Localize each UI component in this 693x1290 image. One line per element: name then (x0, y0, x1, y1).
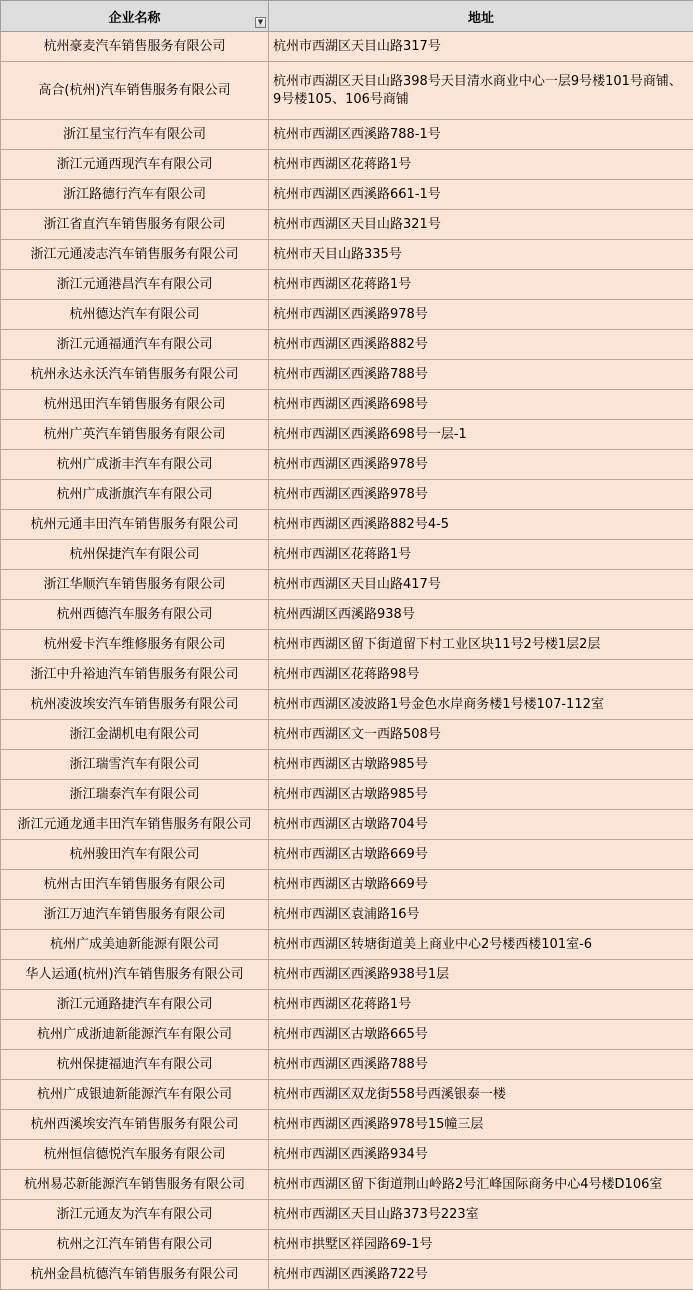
table-row (1, 1050, 693, 1080)
address-cell[interactable]: 杭州市西湖区古墩路665号 (269, 1020, 693, 1050)
table-row (1, 660, 693, 690)
table-row (1, 720, 693, 750)
address-cell[interactable]: 杭州市西湖区西溪路788-1号 (269, 120, 693, 150)
address-cell[interactable]: 杭州市西湖区天目山路373号223室 (269, 1200, 693, 1230)
column-header-company[interactable] (1, 1, 269, 32)
table-row (1, 420, 693, 450)
company-name-cell[interactable]: 浙江元通福通汽车有限公司 (1, 330, 269, 360)
address-cell[interactable]: 杭州市西湖区文一西路508号 (269, 720, 693, 750)
address-cell[interactable]: 杭州市西湖区西溪路698号 (269, 390, 693, 420)
column-header-address[interactable] (269, 1, 693, 32)
table-row (1, 1200, 693, 1230)
table-row (1, 840, 693, 870)
company-name-cell[interactable]: 浙江万迪汽车销售服务有限公司 (1, 900, 269, 930)
company-name-cell[interactable]: 浙江华顺汽车销售服务有限公司 (1, 570, 269, 600)
company-name-cell[interactable]: 杭州广成浙旗汽车有限公司 (1, 480, 269, 510)
company-name-cell[interactable]: 杭州广成浙丰汽车有限公司 (1, 450, 269, 480)
address-cell[interactable]: 杭州市西湖区古墩路669号 (269, 840, 693, 870)
table-row (1, 1260, 693, 1290)
table-row (1, 150, 693, 180)
address-cell[interactable]: 杭州市西湖区西溪路938号1层 (269, 960, 693, 990)
address-cell[interactable]: 杭州市西湖区袁浦路16号 (269, 900, 693, 930)
company-name-cell[interactable]: 杭州骏田汽车有限公司 (1, 840, 269, 870)
company-name-cell[interactable]: 浙江路德行汽车有限公司 (1, 180, 269, 210)
company-name-cell[interactable]: 杭州爱卡汽车维修服务有限公司 (1, 630, 269, 660)
table-row (1, 240, 693, 270)
table-row (1, 870, 693, 900)
company-name-cell[interactable]: 浙江元通凌志汽车销售服务有限公司 (1, 240, 269, 270)
address-cell[interactable]: 杭州市西湖区古墩路985号 (269, 750, 693, 780)
table-row (1, 270, 693, 300)
table-row (1, 1170, 693, 1200)
table-row (1, 930, 693, 960)
company-name-cell[interactable]: 杭州西德汽车服务有限公司 (1, 600, 269, 630)
table-row (1, 210, 693, 240)
company-name-cell[interactable]: 浙江元通友为汽车有限公司 (1, 1200, 269, 1230)
address-cell[interactable]: 杭州市西湖区古墩路669号 (269, 870, 693, 900)
column-header-company-label: 企业名称 (108, 11, 160, 26)
header-row (1, 1, 693, 32)
address-cell[interactable]: 杭州市西湖区西溪路978号15幢三层 (269, 1110, 693, 1140)
table-row (1, 480, 693, 510)
company-name-cell[interactable]: 浙江金湖机电有限公司 (1, 720, 269, 750)
table-row (1, 540, 693, 570)
table-row (1, 810, 693, 840)
address-cell[interactable]: 杭州市西湖区西溪路722号 (269, 1260, 693, 1290)
company-name-cell[interactable]: 杭州广成美迪新能源有限公司 (1, 930, 269, 960)
address-cell[interactable]: 杭州市西湖区双龙街558号西溪银泰一楼 (269, 1080, 693, 1110)
address-cell[interactable]: 杭州市西湖区花蒋路1号 (269, 150, 693, 180)
address-cell[interactable]: 杭州市西湖区古墩路985号 (269, 780, 693, 810)
address-cell[interactable]: 杭州市西湖区西溪路661-1号 (269, 180, 693, 210)
company-name-cell[interactable]: 浙江瑞雪汽车有限公司 (1, 750, 269, 780)
company-name-cell[interactable]: 浙江元通西现汽车有限公司 (1, 150, 269, 180)
company-name-cell[interactable]: 杭州豪麦汽车销售服务有限公司 (1, 32, 269, 62)
company-name-cell[interactable]: 浙江中升裕迪汽车销售服务有限公司 (1, 660, 269, 690)
table-row (1, 390, 693, 420)
address-cell[interactable]: 杭州市西湖区花蒋路1号 (269, 270, 693, 300)
address-cell[interactable]: 杭州市西湖区花蒋路1号 (269, 990, 693, 1020)
table-row (1, 630, 693, 660)
company-name-cell[interactable]: 高合(杭州)汽车销售服务有限公司 (1, 62, 269, 120)
company-name-cell[interactable]: 杭州西溪埃安汽车销售服务有限公司 (1, 1110, 269, 1140)
address-cell[interactable]: 杭州市西湖区西溪路788号 (269, 360, 693, 390)
company-name-cell[interactable]: 杭州易芯新能源汽车销售服务有限公司 (1, 1170, 269, 1200)
address-cell[interactable]: 杭州市西湖区天目山路317号 (269, 32, 693, 62)
table-row (1, 300, 693, 330)
table-row (1, 32, 693, 62)
table-row (1, 570, 693, 600)
table-row (1, 780, 693, 810)
address-cell[interactable]: 杭州市西湖区凌波路1号金色水岸商务楼1号楼107-112室 (269, 690, 693, 720)
company-name-cell[interactable]: 华人运通(杭州)汽车销售服务有限公司 (1, 960, 269, 990)
address-cell[interactable]: 杭州市西湖区西溪路978号 (269, 300, 693, 330)
table-row (1, 1020, 693, 1050)
address-cell[interactable]: 杭州西湖区西溪路938号 (269, 600, 693, 630)
table-row (1, 450, 693, 480)
filter-dropdown-icon[interactable]: ▼ (255, 17, 266, 28)
address-cell[interactable]: 杭州市西湖区西溪路978号 (269, 480, 693, 510)
address-cell[interactable]: 杭州市西湖区西溪路698号一层-1 (269, 420, 693, 450)
company-name-cell[interactable]: 浙江省直汽车销售服务有限公司 (1, 210, 269, 240)
table-row (1, 62, 693, 120)
company-name-cell[interactable]: 浙江瑞泰汽车有限公司 (1, 780, 269, 810)
table-row (1, 1080, 693, 1110)
company-name-cell[interactable]: 浙江星宝行汽车有限公司 (1, 120, 269, 150)
address-cell[interactable]: 杭州市西湖区留下街道荆山岭路2号汇峰国际商务中心4号楼D106室 (269, 1170, 693, 1200)
company-name-cell[interactable]: 杭州古田汽车销售服务有限公司 (1, 870, 269, 900)
table-row (1, 600, 693, 630)
address-cell[interactable]: 杭州市拱墅区祥园路69-1号 (269, 1230, 693, 1260)
table-row (1, 750, 693, 780)
address-cell[interactable]: 杭州市西湖区天目山路398号天目清水商业中心一层9号楼101号商铺、9号楼105、106号商铺 (269, 62, 693, 120)
company-name-cell[interactable]: 杭州保捷福迪汽车有限公司 (1, 1050, 269, 1080)
company-name-cell[interactable]: 浙江元通港昌汽车有限公司 (1, 270, 269, 300)
company-name-cell[interactable]: 杭州保捷汽车有限公司 (1, 540, 269, 570)
company-name-cell[interactable]: 杭州金昌杭德汽车销售服务有限公司 (1, 1260, 269, 1290)
address-cell[interactable]: 杭州市西湖区天目山路321号 (269, 210, 693, 240)
table-row (1, 510, 693, 540)
address-cell[interactable]: 杭州市西湖区西溪路788号 (269, 1050, 693, 1080)
address-cell[interactable]: 杭州市西湖区西溪路978号 (269, 450, 693, 480)
table-row (1, 120, 693, 150)
company-name-cell[interactable]: 杭州元通丰田汽车销售服务有限公司 (1, 510, 269, 540)
address-cell[interactable]: 杭州市西湖区西溪路882号 (269, 330, 693, 360)
address-cell[interactable]: 杭州市西湖区花蒋路1号 (269, 540, 693, 570)
address-cell[interactable]: 杭州市西湖区西溪路882号4-5 (269, 510, 693, 540)
company-name-cell[interactable]: 杭州恒信德悦汽车服务有限公司 (1, 1140, 269, 1170)
company-name-cell[interactable]: 杭州凌波埃安汽车销售服务有限公司 (1, 690, 269, 720)
address-cell[interactable]: 杭州市西湖区花蒋路98号 (269, 660, 693, 690)
company-name-cell[interactable]: 浙江元通龙通丰田汽车销售服务有限公司 (1, 810, 269, 840)
table-row (1, 180, 693, 210)
table-row (1, 960, 693, 990)
address-cell[interactable]: 杭州市天目山路335号 (269, 240, 693, 270)
company-name-cell[interactable]: 杭州永达永沃汽车销售服务有限公司 (1, 360, 269, 390)
column-header-address-label: 地址 (468, 11, 494, 26)
table-row (1, 330, 693, 360)
address-cell[interactable]: 杭州市西湖区天目山路417号 (269, 570, 693, 600)
company-name-cell[interactable]: 杭州德达汽车有限公司 (1, 300, 269, 330)
address-cell[interactable]: 杭州市西湖区西溪路934号 (269, 1140, 693, 1170)
company-name-cell[interactable]: 杭州广成银迪新能源汽车有限公司 (1, 1080, 269, 1110)
table-row (1, 900, 693, 930)
table-row (1, 990, 693, 1020)
table-row (1, 1230, 693, 1260)
table-row (1, 1110, 693, 1140)
table-row (1, 690, 693, 720)
company-name-cell[interactable]: 浙江元通路捷汽车有限公司 (1, 990, 269, 1020)
address-cell[interactable]: 杭州市西湖区转塘街道美上商业中心2号楼西楼101室-6 (269, 930, 693, 960)
table-row (1, 1140, 693, 1170)
address-cell[interactable]: 杭州市西湖区留下街道留下村工业区块11号2号楼1层2层 (269, 630, 693, 660)
company-name-cell[interactable]: 杭州广英汽车销售服务有限公司 (1, 420, 269, 450)
company-name-cell[interactable]: 杭州广成浙迪新能源汽车有限公司 (1, 1020, 269, 1050)
company-name-cell[interactable]: 杭州之江汽车销售有限公司 (1, 1230, 269, 1260)
address-cell[interactable]: 杭州市西湖区古墩路704号 (269, 810, 693, 840)
table-row (1, 360, 693, 390)
company-name-cell[interactable]: 杭州迅田汽车销售服务有限公司 (1, 390, 269, 420)
